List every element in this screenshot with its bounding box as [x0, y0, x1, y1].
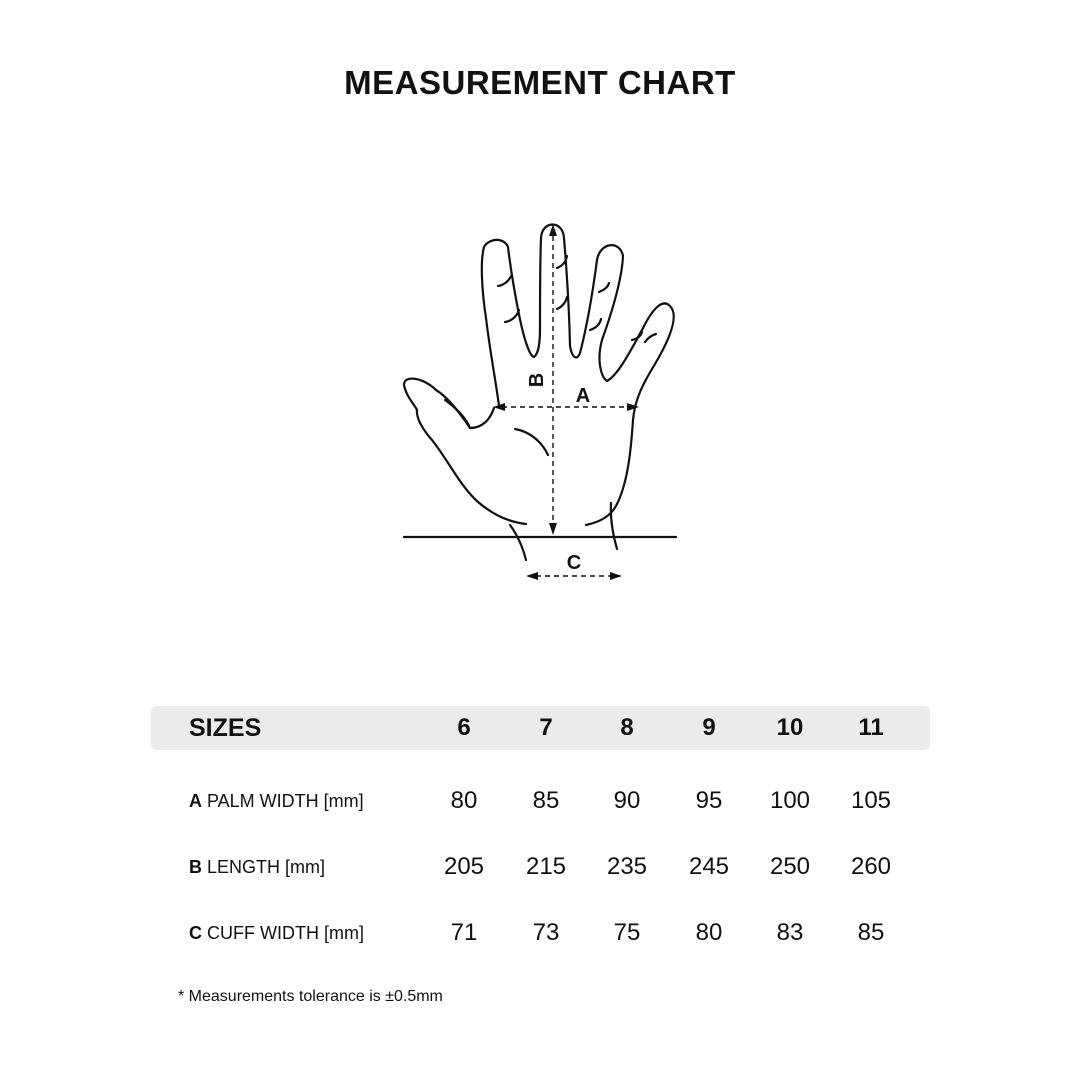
size-header-cell: 7	[539, 714, 553, 741]
hand-measurement-diagram	[390, 210, 690, 590]
table-row-length	[151, 845, 930, 889]
row-label-text: CUFF WIDTH [mm]	[207, 923, 364, 943]
table-header-row	[151, 706, 930, 750]
table-cell: 100	[769, 787, 811, 814]
table-cell: 75	[613, 919, 641, 946]
table-cell: 71	[450, 919, 478, 946]
table-row-palm-width	[151, 779, 930, 823]
table-cell: 235	[606, 853, 648, 880]
row-label	[189, 845, 325, 889]
table-cell: 83	[776, 919, 804, 946]
tolerance-note: * Measurements tolerance is ±0.5mm	[178, 988, 443, 1005]
size-header-cell: 10	[776, 714, 804, 741]
row-label	[189, 779, 364, 823]
size-header-cell: 6	[457, 714, 471, 741]
table-cell: 85	[532, 787, 560, 814]
label-c: C	[566, 552, 582, 574]
label-a: A	[575, 385, 591, 407]
row-letter: C	[189, 923, 202, 943]
table-cell: 105	[850, 787, 892, 814]
table-cell: 90	[613, 787, 641, 814]
row-letter: B	[189, 857, 202, 877]
size-header-cell: 9	[702, 714, 716, 741]
table-row-cuff-width	[151, 911, 930, 955]
size-header-cell: 11	[858, 714, 884, 741]
size-table	[151, 706, 930, 955]
row-label-text: PALM WIDTH [mm]	[207, 791, 364, 811]
row-label-text: LENGTH [mm]	[207, 857, 326, 877]
label-b: B	[526, 372, 548, 388]
table-cell: 80	[450, 787, 478, 814]
table-cell: 245	[688, 853, 730, 880]
table-cell: 73	[532, 919, 560, 946]
table-cell: 80	[695, 919, 723, 946]
sizes-header: SIZES	[189, 714, 262, 742]
table-cell: 95	[695, 787, 723, 814]
table-cell: 215	[525, 853, 567, 880]
table-cell: 250	[769, 853, 811, 880]
size-header-cell: 8	[620, 714, 634, 741]
row-label	[189, 911, 364, 955]
page-title: MEASUREMENT CHART	[344, 64, 736, 101]
table-cell: 260	[850, 853, 892, 880]
table-cell: 85	[857, 919, 885, 946]
row-letter: A	[189, 791, 202, 811]
table-cell: 205	[443, 853, 485, 880]
